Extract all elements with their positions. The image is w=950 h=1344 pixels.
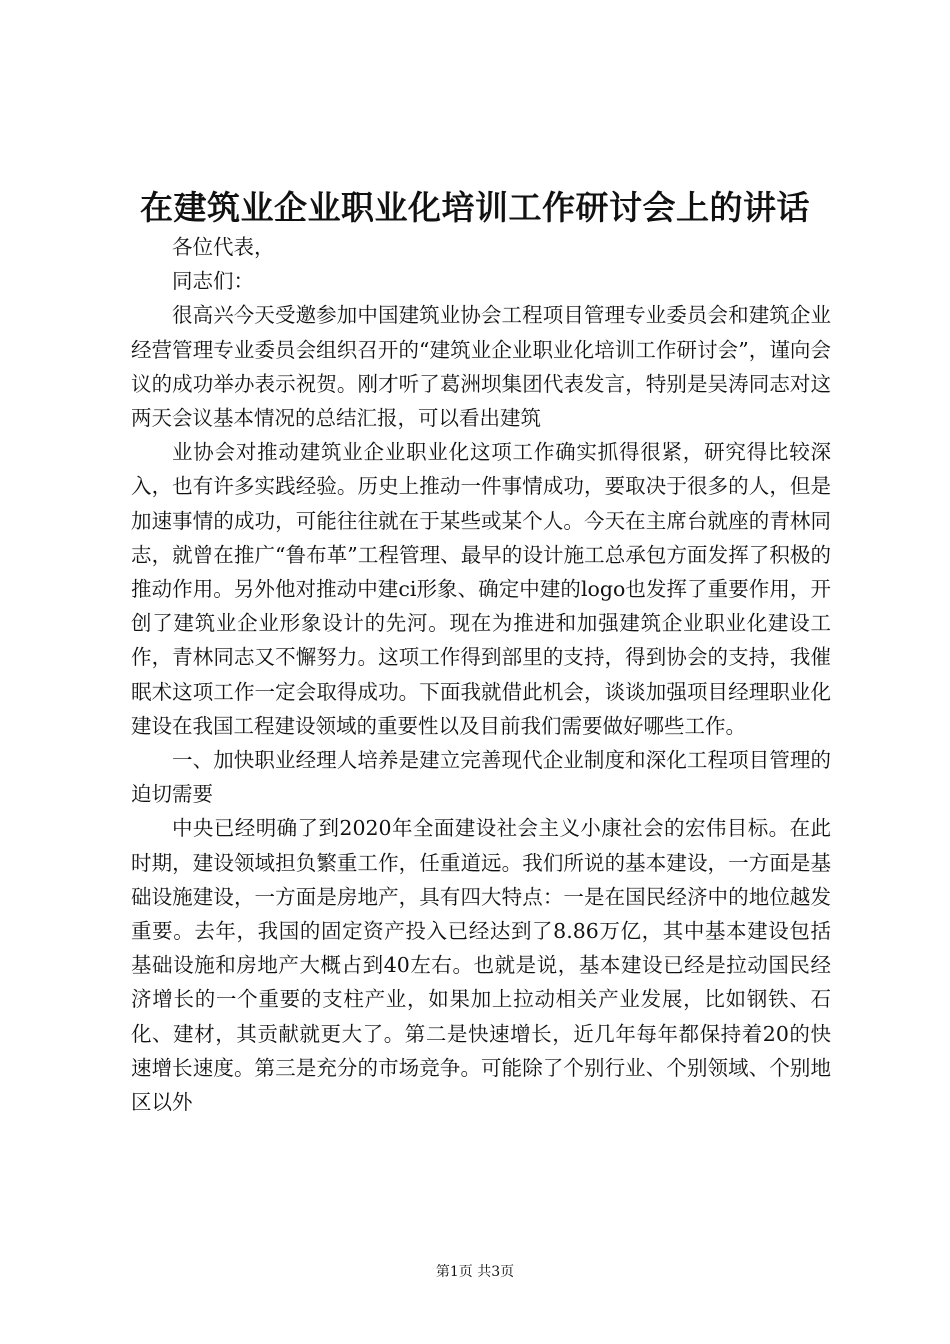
body-paragraph: 中央已经明确了到2020年全面建设社会主义小康社会的宏伟目标。在此时期，建设领域担负繁重工作，任重道远。我们所说的基本建设，一方面是基础设施建设，一方面是房地产，具有四大特点：一是在国民经济中的地位越发重要。去年，我国的固定资产投入已经达到了8.86万亿，其中基本建设包括基础设施和房地产大概占到40左右。也就是说，基本建设已经是拉动国民经济增长的一个重要的支柱产业，如果加上拉动相关产业发展，比如钢铁、石化、建材，其贡献就更大了。第二是快速增长，近几年每年都保持着20的快速增长速度。第三是充分的市场竞争。可能除了个别行业、个别领域、个别地区以外 bbox=[131, 816, 831, 1115]
page-footer: 第1页 共3页 bbox=[435, 1264, 515, 1280]
salutation-paragraph: 同志们： bbox=[172, 269, 254, 294]
salutation-paragraph: 各位代表， bbox=[172, 235, 275, 259]
section-heading: 一、加快职业经理人培养是建立完善现代企业制度和深化工程项目管理的迫切需要 bbox=[131, 748, 831, 807]
body-paragraph: 很高兴今天受邀参加中国建筑业协会工程项目管理专业委员会和建筑企业经营管理专业委员会组织召开的“建筑业企业职业化培训工作研讨会”，谨向会议的成功举办表示祝贺。刚才听了葛洲坝集团代表发言，特别是吴涛同志对这两天会议基本情况的总结汇报，可以看出建筑 bbox=[131, 303, 831, 431]
document-body bbox=[131, 230, 831, 1119]
body-paragraph: 业协会对推动建筑业企业职业化这项工作确实抓得很紧，研究得比较深入，也有许多实践经验。历史上推动一件事情成功，要取决于很多的人，但是加速事情的成功，可能往往就在于某些或某个人。今天在主席台就座的青林同志，就曾在推广“鲁布革”工程管理、最早的设计施工总承包方面发挥了积极的推动作用。另外他对推动中建ci形象、确定中建的logo也发挥了重要作用，开创了建筑业企业形象设计的先河。现在为推进和加强建筑企业职业化建设工作，青林同志又不懈努力。这项工作得到部里的支持，得到协会的支持，我催眠术这项工作一定会取得成功。下面我就借此机会，谈谈加强项目经理职业化建设在我国工程建设领域的重要性以及目前我们需要做好哪些工作。 bbox=[131, 440, 831, 738]
document-title: 在建筑业企业职业化培训工作研讨会上的讲话 bbox=[140, 188, 810, 227]
